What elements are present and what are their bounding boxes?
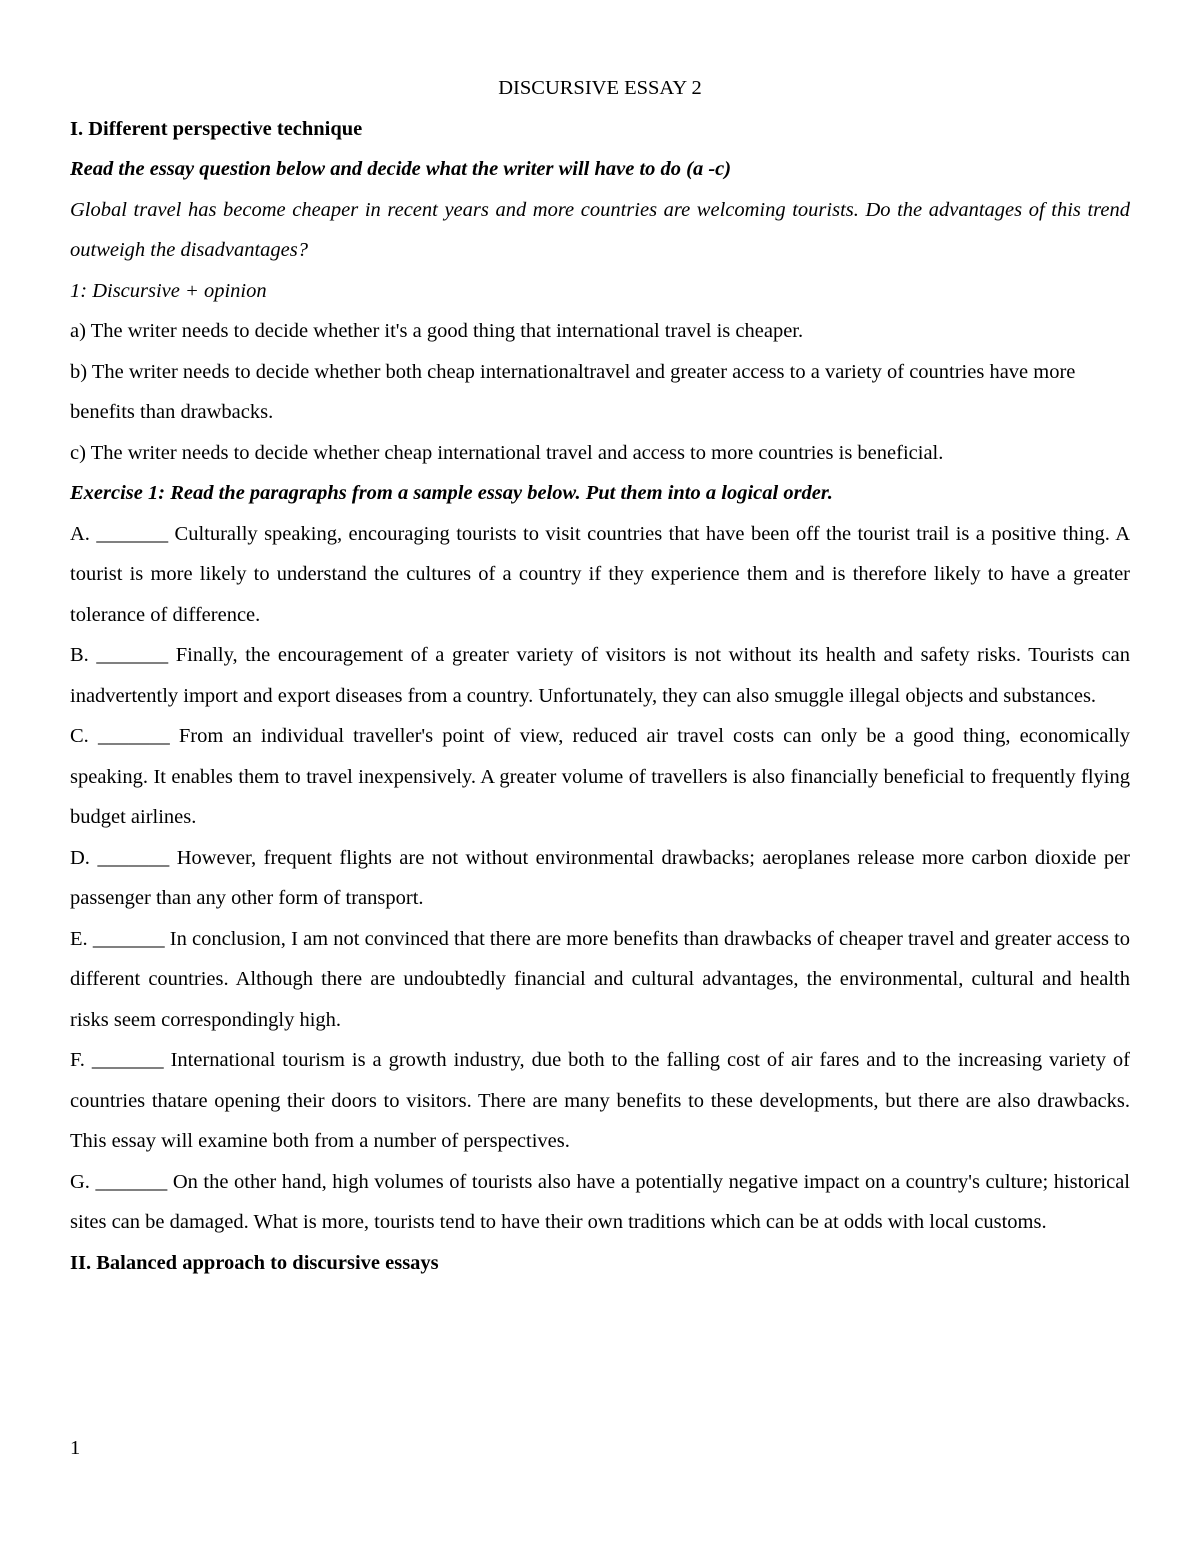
essay-question: Global travel has become cheaper in recent years and more countries are welcoming tourists. Do the advantages of this trend outweigh the disadvantages? bbox=[70, 198, 1130, 261]
instruction-text: Read the essay question below and decide what the writer will have to do (a -c) bbox=[70, 158, 732, 180]
exercise-heading: Exercise 1: Read the paragraphs from a sample essay below. Put them into a logical order. bbox=[70, 482, 833, 504]
paragraph-letter: E. bbox=[70, 927, 88, 950]
answer-blank[interactable]: _______ bbox=[91, 1049, 164, 1071]
option-text: The writer needs to decide whether both cheap internationaltravel and greater access to a variety of countries have more benefits than drawbacks. bbox=[70, 360, 1076, 423]
option-b bbox=[70, 352, 1130, 433]
option-letter: c) bbox=[70, 441, 86, 464]
option-text: The writer needs to decide whether cheap international travel and access to more countries is beneficial. bbox=[90, 441, 944, 464]
answer-blank[interactable]: _______ bbox=[92, 927, 165, 950]
answer-blank[interactable]: _______ bbox=[97, 725, 170, 747]
paragraph-letter: B. bbox=[70, 644, 89, 666]
paragraph-letter: C. bbox=[70, 725, 89, 747]
paragraph-a bbox=[70, 514, 1130, 636]
paragraph-letter: G. bbox=[70, 1170, 90, 1193]
option-text: The writer needs to decide whether it's a good thing that international travel is cheaper. bbox=[90, 320, 804, 342]
paragraph-e bbox=[70, 919, 1130, 1041]
option-c bbox=[70, 433, 1130, 474]
paragraph-text: Finally, the encouragement of a greater variety of visitors is not without its health and safety risks. Tourists can inadvertently import and export diseases from a country. Unfortunately, they can also smuggle illegal objects and substances. bbox=[70, 644, 1131, 707]
paragraph-letter: D. bbox=[70, 846, 90, 869]
paragraph-b bbox=[70, 635, 1130, 716]
essay-type-label: 1: Discursive + opinion bbox=[70, 279, 267, 302]
paragraph-text: From an individual traveller's point of view, reduced air travel costs can only be a good thing, economically speaking. It enables them to travel inexpensively. A greater volume of travellers is also financially beneficial to frequently flying budget airlines. bbox=[70, 725, 1131, 828]
section-heading-balanced: II. Balanced approach to discursive essays bbox=[70, 1251, 439, 1274]
paragraph-g bbox=[70, 1162, 1130, 1243]
option-a bbox=[70, 311, 1130, 352]
option-letter: a) bbox=[70, 320, 86, 342]
answer-blank[interactable]: _______ bbox=[95, 1170, 168, 1193]
document-title: DISCURSIVE ESSAY 2 bbox=[498, 77, 702, 99]
paragraph-text: On the other hand, high volumes of tourists also have a potentially negative impact on a country's culture; historical sites can be damaged. What is more, tourists tend to have their own traditions which can be at odds with local customs. bbox=[70, 1170, 1130, 1233]
paragraph-text: International tourism is a growth industry, due both to the falling cost of air fares and to the increasing variety of countries thatare opening their doors to visitors. There are many benefits to these developments, but there are also drawbacks. This essay will examine both from a number of perspectives. bbox=[70, 1049, 1130, 1152]
paragraph-text: However, frequent flights are not without environmental drawbacks; aeroplanes release more carbon dioxide per passenger than any other form of transport. bbox=[70, 846, 1130, 909]
answer-blank[interactable]: _______ bbox=[97, 846, 170, 869]
paragraph-letter: F. bbox=[70, 1049, 85, 1071]
section-heading-perspective: I. Different perspective technique bbox=[70, 117, 363, 140]
paragraph-d bbox=[70, 838, 1130, 919]
paragraph-c bbox=[70, 716, 1130, 838]
paragraph-letter: A. bbox=[70, 522, 90, 545]
document-page bbox=[70, 68, 1130, 1283]
paragraph-text: In conclusion, I am not convinced that there are more benefits than drawbacks of cheaper travel and greater access to different countries. Although there are undoubtedly financial and cultural advantages, the environmental, cultural and health risks seem correspondingly high. bbox=[70, 927, 1131, 1031]
paragraph-f bbox=[70, 1040, 1130, 1162]
answer-blank[interactable]: _______ bbox=[96, 522, 169, 545]
paragraph-text: Culturally speaking, encouraging tourists to visit countries that have been off the tourist trail is a positive thing. A tourist is more likely to understand the cultures of a country if they experience them and is therefore likely to have a greater tolerance of difference. bbox=[70, 522, 1131, 626]
answer-blank[interactable]: _______ bbox=[96, 644, 169, 666]
option-letter: b) bbox=[70, 360, 88, 383]
page-number: 1 bbox=[70, 1437, 81, 1459]
